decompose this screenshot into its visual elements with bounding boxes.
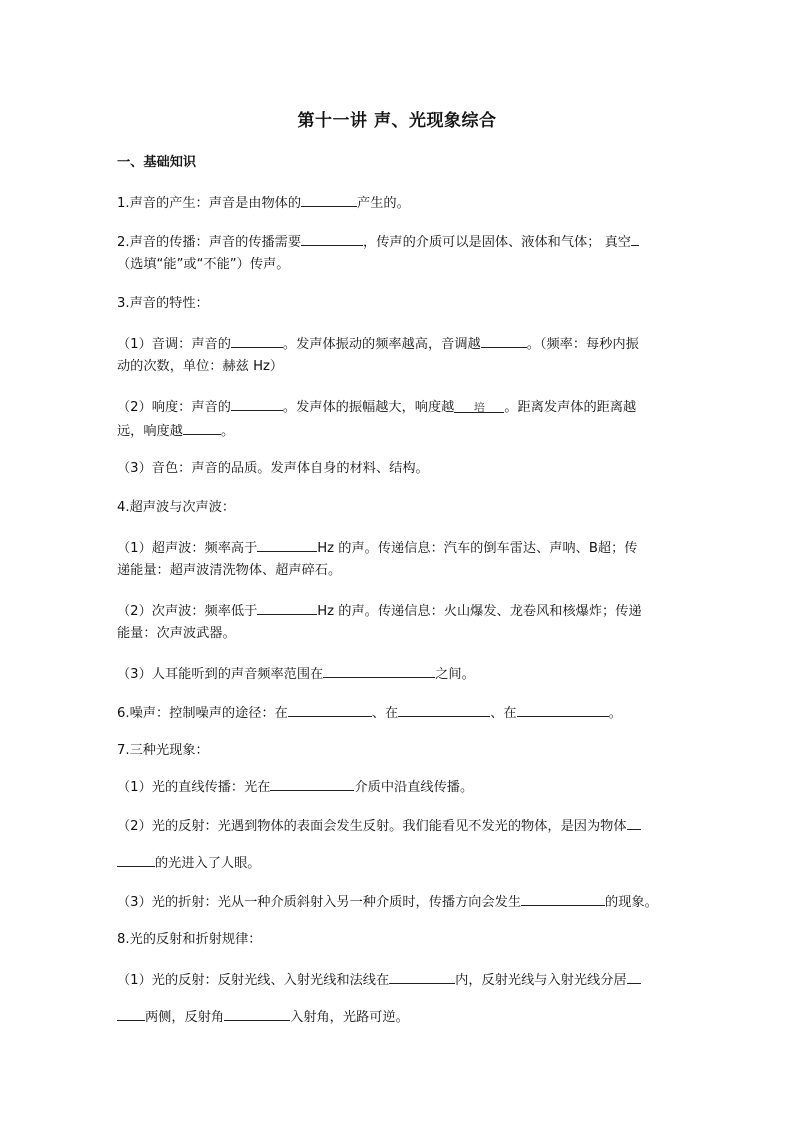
q4c-text: （3）人耳能听到的声音频率范围在 (117, 667, 324, 682)
q3b-line2-text: 远，响度越 (117, 424, 183, 439)
q3a-text-mid: 。发声体振动的频率越高，音调越 (282, 337, 481, 352)
answer-blank[interactable] (231, 333, 283, 348)
q6-text: 6.噪声：控制噪声的途径：在 (117, 706, 288, 721)
q3b-text-end: 。距离发声体的距离越 (504, 400, 637, 415)
answer-blank[interactable] (631, 231, 639, 246)
answer-blank[interactable] (323, 663, 435, 678)
question-7-2 (117, 815, 687, 837)
question-2-line2: （选填“能”或“不能”）传声。 (117, 257, 290, 272)
answer-blank[interactable] (517, 702, 609, 717)
question-4-3 (117, 663, 687, 685)
question-8-1-line2 (117, 1006, 687, 1028)
question-8-1 (117, 969, 687, 991)
question-6 (117, 702, 687, 724)
question-8-heading: 8.光的反射和折射规律： (117, 932, 262, 947)
q4a-text-end: Hz 的声。传递信息：汽车的倒车雷达、声呐、B超；传 (317, 541, 638, 556)
question-3-1 (117, 333, 687, 355)
question-3-2-line2 (117, 420, 687, 442)
answer-blank[interactable] (183, 420, 221, 435)
q7a-text-end: 介质中沿直线传播。 (354, 780, 474, 795)
answer-blank[interactable] (389, 969, 455, 984)
question-3-heading: 3.声音的特性： (117, 296, 209, 311)
answer-blank[interactable] (231, 396, 283, 411)
q3a-text-end: 。（频率：每秒内振 (526, 337, 639, 352)
section-heading: 一、基础知识 (117, 155, 197, 170)
q8a-text: （1）光的反射：反射光线、入射光线和法线在 (117, 973, 390, 988)
answer-blank[interactable] (398, 702, 490, 717)
answer-blank[interactable] (481, 333, 527, 348)
question-1 (117, 192, 687, 214)
question-4-heading: 4.超声波与次声波： (117, 500, 236, 515)
question-4-1-line2: 递能量：超声波清洗物体、超声碎石。 (117, 563, 342, 578)
question-3-3: （3）音色：声音的品质。发声体自身的材料、结构。 (117, 461, 429, 476)
answer-blank[interactable] (257, 537, 317, 552)
q8a-line2-end: 入射角，光路可逆。 (290, 1010, 409, 1025)
q2-text: 2.声音的传播：声音的传播需要 (117, 235, 302, 250)
q4c-text-end: 之间。 (435, 667, 475, 682)
page-title: 第十一讲 声、光现象综合 (297, 111, 497, 131)
q1-text: 1.声音的产生：声音是由物体的 (117, 196, 302, 211)
q6-sep2: 、在 (490, 706, 517, 721)
q4b-text-end: Hz 的声。传递信息：火山爆发、龙卷风和核爆炸；传递 (317, 604, 642, 619)
question-7-2-line2 (117, 852, 687, 874)
answer-blank[interactable] (288, 702, 372, 717)
q7b-text: （2）光的反射：光遇到物体的表面会发生反射。我们能看见不发光的物体，是因为物体 (117, 819, 627, 834)
q7c-text-end: 的现象。 (605, 895, 658, 910)
question-7-3 (117, 891, 687, 913)
filled-answer[interactable]: 培 (454, 398, 504, 413)
answer-blank[interactable] (521, 891, 605, 906)
question-2 (117, 231, 687, 253)
question-7-heading: 7.三种光现象： (117, 743, 209, 758)
answer-blank[interactable] (117, 852, 155, 867)
question-4-1 (117, 537, 687, 559)
q7b-line2-text: 的光进入了人眼。 (155, 856, 261, 871)
answer-blank[interactable] (301, 192, 357, 207)
q1-text-end: 产生的。 (357, 196, 410, 211)
q3b-line2-end: 。 (220, 424, 235, 439)
answer-blank[interactable] (270, 776, 354, 791)
q4a-text: （1）超声波：频率高于 (117, 541, 258, 556)
q6-end: 。 (608, 706, 622, 721)
q8a-line2-text: 两侧，反射角 (145, 1010, 225, 1025)
q8a-text-mid: 内，反射光线与入射光线分居 (455, 973, 627, 988)
answer-blank[interactable] (224, 1006, 290, 1021)
q3a-text: （1）音调：声音的 (117, 337, 231, 352)
q3b-text: （2）响度：声音的 (117, 400, 231, 415)
q4b-text: （2）次声波：频率低于 (117, 604, 258, 619)
answer-blank[interactable] (257, 600, 317, 615)
question-3-2 (117, 396, 687, 418)
q7a-text: （1）光的直线传播：光在 (117, 780, 271, 795)
answer-blank[interactable] (301, 231, 363, 246)
question-7-1 (117, 776, 687, 798)
q6-sep1: 、在 (371, 706, 399, 721)
answer-blank[interactable] (627, 969, 641, 984)
question-4-2-line2: 能量：次声波武器。 (117, 626, 236, 641)
q3b-text-mid: 。发声体的振幅越大，响度越 (282, 400, 455, 415)
q7c-text: （3）光的折射：光从一种介质斜射入另一种介质时，传播方向会发生 (117, 895, 522, 910)
question-3-1-line2: 动的次数，单位：赫兹 Hz） (117, 359, 284, 374)
answer-blank[interactable] (627, 815, 641, 830)
q2-text-mid: ，传声的介质可以是固体、液体和气体； 真空 (363, 235, 631, 250)
question-4-2 (117, 600, 687, 622)
answer-blank[interactable] (117, 1006, 145, 1021)
